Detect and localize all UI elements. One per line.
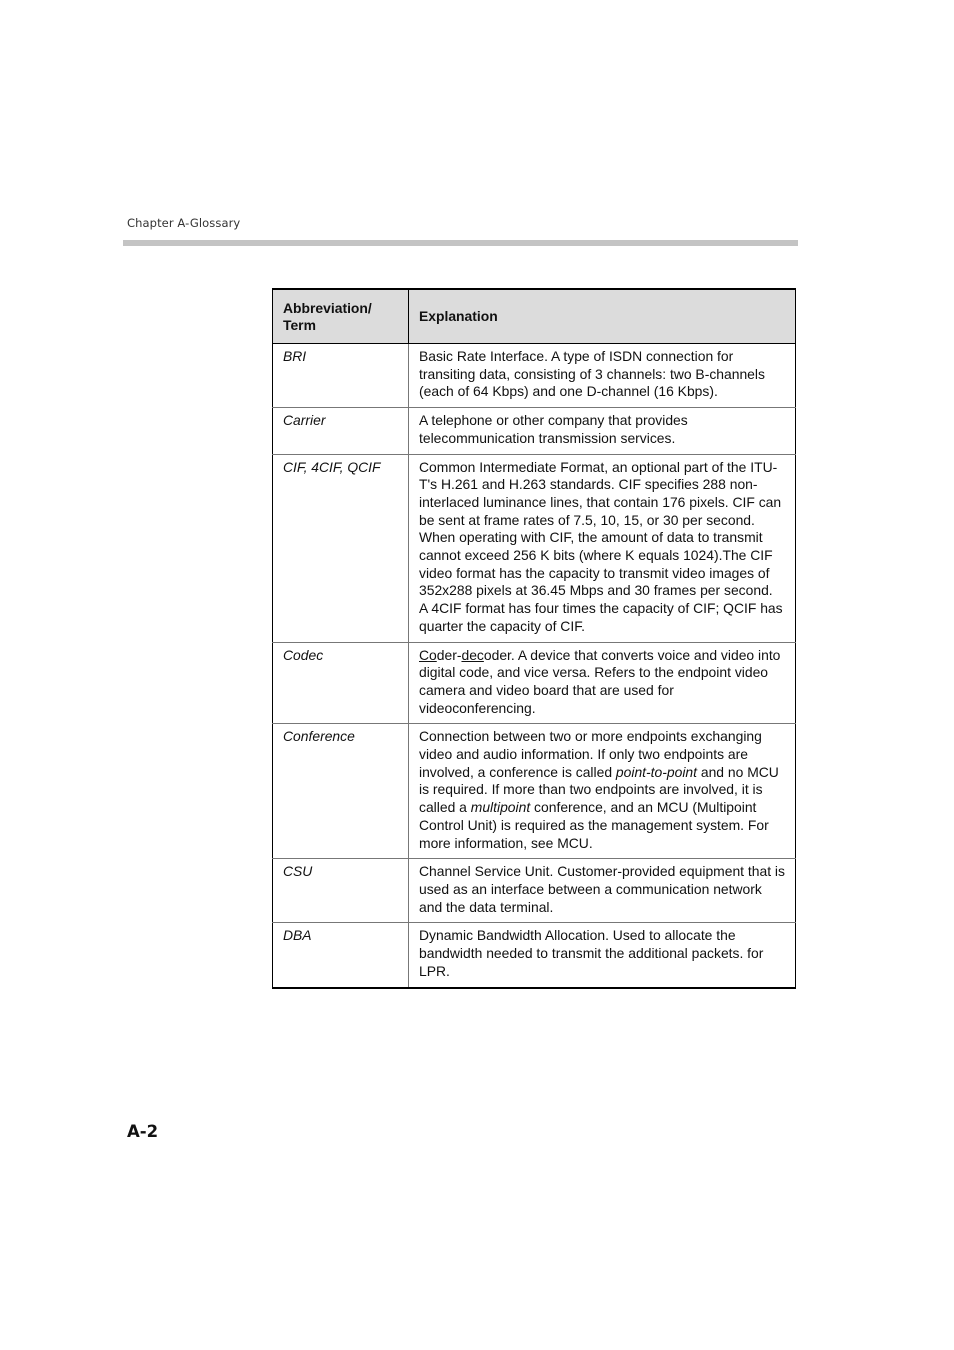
- explanation-underlined-co: Co: [419, 646, 437, 663]
- explanation-cell: Channel Service Unit. Customer-provided equipment that is used as an interface between a communication network and the data terminal.: [409, 859, 796, 923]
- term-cell: CIF, 4CIF, QCIF: [273, 454, 409, 642]
- table-row: [273, 454, 796, 642]
- running-head: Chapter A-Glossary: [127, 216, 241, 230]
- explanation-italic-term: multipoint: [470, 799, 531, 816]
- explanation-text: and no MCU is required. If more than two endpoints are involved, it is called a: [419, 763, 779, 816]
- explanation-underlined-dec: dec: [461, 646, 484, 663]
- term-cell: Carrier: [273, 408, 409, 454]
- term-cell: BRI: [273, 344, 409, 408]
- explanation-italic-term: point-to-point: [615, 763, 697, 780]
- explanation-cell: [409, 724, 796, 859]
- page-number: A-2: [127, 1122, 159, 1141]
- term-cell: DBA: [273, 923, 409, 988]
- table-header-row: [273, 289, 796, 344]
- table-row: [273, 642, 796, 724]
- explanation-cell: A telephone or other company that provides telecommunication transmission services.: [409, 408, 796, 454]
- explanation-text: der-: [436, 646, 462, 663]
- header-rule: [123, 240, 798, 246]
- explanation-text: oder. A device that converts voice and video into digital code, and vice versa. Refers to the endpoint video camera and video board that are used for videoconferencing.: [419, 646, 781, 716]
- explanation-text: conference, and an MCU (Multipoint Control Unit) is required as the management system. For more information, see MCU.: [419, 799, 769, 851]
- explanation-cell: [409, 642, 796, 724]
- table-row: [273, 859, 796, 923]
- column-header-term: Abbreviation/ Term: [273, 289, 409, 344]
- term-cell: Codec: [273, 642, 409, 724]
- table-row: [273, 724, 796, 859]
- explanation-cell: Basic Rate Interface. A type of ISDN connection for transiting data, consisting of 3 channels: two B-channels (each of 64 Kbps) and one D-channel (16 Kbps).: [409, 344, 796, 408]
- term-cell: Conference: [273, 724, 409, 859]
- explanation-cell: Dynamic Bandwidth Allocation. Used to allocate the bandwidth needed to transmit the additional packets. for LPR.: [409, 923, 796, 988]
- column-header-explanation: Explanation: [409, 289, 796, 344]
- explanation-cell: Common Intermediate Format, an optional part of the ITU-T's H.261 and H.263 standards. CIF specifies 288 non-interlaced luminance lines, that contain 176 pixels. CIF can be sent at frame rates of 7.5, 10, 15, or 30 per second. When operating with CIF, the amount of data to transmit cannot exceed 256 K bits (where K equals 1024).The CIF video format has the capacity to transmit video images of 352x288 pixels at 36.45 Mbps and 30 frames per second. A 4CIF format has four times the capacity of CIF; QCIF has quarter the capacity of CIF.: [409, 454, 796, 642]
- term-cell: CSU: [273, 859, 409, 923]
- table-row: [273, 344, 796, 408]
- table-row: [273, 923, 796, 988]
- table-row: [273, 408, 796, 454]
- glossary-table: [272, 288, 796, 989]
- explanation-text: Connection between two or more endpoints exchanging video and audio information. If only two endpoints are involved, a conference is called: [419, 728, 762, 780]
